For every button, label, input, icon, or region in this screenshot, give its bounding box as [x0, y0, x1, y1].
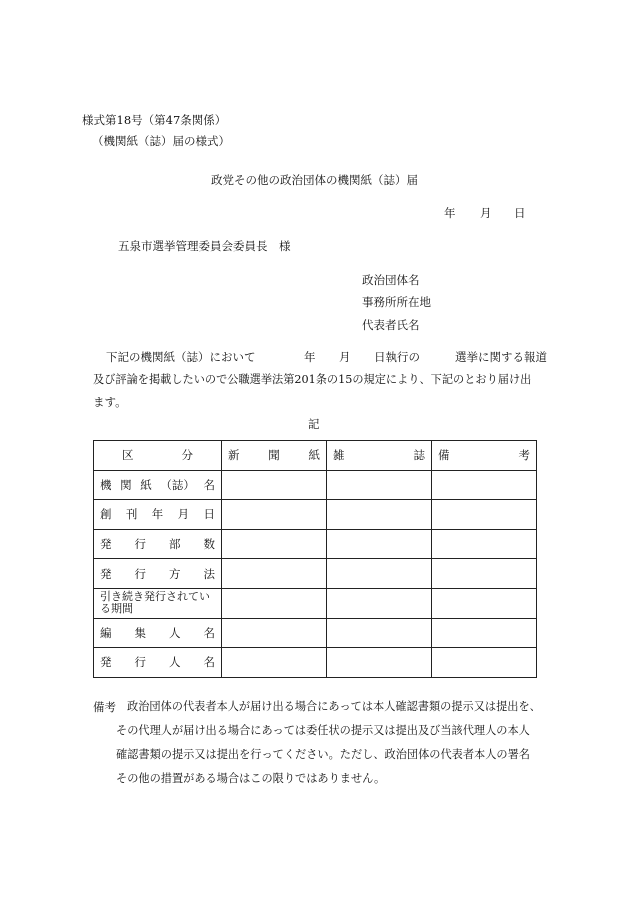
header-magazine: 雑 誌	[327, 441, 432, 471]
cell-input[interactable]	[432, 529, 537, 559]
cell-input[interactable]	[432, 559, 537, 589]
row-label-publisher-name: 発 行 人 名	[94, 648, 222, 678]
notes-line3: 確認書類の提示又は提出を行ってください。ただし、政治団体の代表者本人の署名	[116, 748, 530, 761]
date-year-label: 年	[444, 206, 456, 220]
notes-line1: 政治団体の代表者本人が届け出る場合にあっては本人確認書類の提示又は提出を、	[127, 700, 541, 713]
row-label-publishing-method: 発 行 方 法	[94, 559, 222, 589]
body-line3: ます。	[93, 395, 127, 409]
cell-input[interactable]	[327, 559, 432, 589]
body-line2: 及び評論を掲載したいので公職選挙法第201条の15の規定により、下記のとおり届け出	[93, 373, 532, 386]
table-row	[94, 559, 537, 589]
body-line1-year: 年	[304, 350, 316, 364]
registration-table	[93, 440, 537, 678]
table-row	[94, 648, 537, 678]
notes-line2: その代理人が届け出る場合にあっては委任状の提示又は提出及び当該代理人の本人	[116, 724, 530, 737]
cell-input[interactable]	[222, 559, 327, 589]
cell-input[interactable]	[222, 470, 327, 500]
header-newspaper: 新 聞 紙	[222, 441, 327, 471]
cell-input[interactable]	[432, 470, 537, 500]
row-label-editor-name: 編 集 人 名	[94, 618, 222, 648]
body-line1-day-exec: 日執行の	[374, 350, 420, 364]
table-row	[94, 500, 537, 530]
addressee: 五泉市選挙管理委員会委員長 様	[118, 239, 291, 253]
header-remarks: 備 考	[432, 441, 537, 471]
cell-input[interactable]	[432, 588, 537, 618]
date-day-label: 日	[514, 206, 526, 220]
cell-input[interactable]	[327, 500, 432, 530]
body-line1-month: 月	[339, 350, 351, 364]
cell-input[interactable]	[327, 588, 432, 618]
cell-input[interactable]	[327, 648, 432, 678]
notes-label: 備考	[93, 700, 116, 714]
representative-name-label: 代表者氏名	[362, 318, 420, 332]
cell-input[interactable]	[327, 529, 432, 559]
cell-input[interactable]	[327, 618, 432, 648]
row-label-circulation: 発 行 部 数	[94, 529, 222, 559]
body-line1-prefix: 下記の機関紙（誌）において	[106, 350, 256, 364]
ki-marker: 記	[308, 417, 320, 431]
cell-input[interactable]	[432, 648, 537, 678]
header-category: 区 分	[94, 441, 222, 471]
table-header-row	[94, 441, 537, 471]
table-row	[94, 529, 537, 559]
cell-input[interactable]	[222, 500, 327, 530]
body-line1-suffix: 選挙に関する報道	[455, 350, 547, 364]
row-label-publication-name: 機 関 紙 （誌） 名	[94, 470, 222, 500]
document-title: 政党その他の政治団体の機関紙（誌）届	[211, 173, 418, 187]
form-number: 様式第18号（第47条関係）	[82, 113, 227, 127]
office-address-label: 事務所所在地	[362, 295, 431, 309]
org-name-label: 政治団体名	[362, 273, 420, 287]
cell-input[interactable]	[327, 470, 432, 500]
table-row	[94, 618, 537, 648]
cell-input[interactable]	[222, 648, 327, 678]
row-label-continuous-period: 引き続き発行されている期間	[94, 588, 222, 618]
row-label-first-issue-date: 創 刊 年 月 日	[94, 500, 222, 530]
notes-line4: その他の措置がある場合はこの限りではありません。	[116, 772, 386, 785]
form-subtitle: （機関紙（誌）届の様式）	[92, 134, 230, 148]
cell-input[interactable]	[222, 618, 327, 648]
cell-input[interactable]	[222, 529, 327, 559]
table-row	[94, 470, 537, 500]
table-row	[94, 588, 537, 618]
date-month-label: 月	[480, 206, 492, 220]
cell-input[interactable]	[432, 618, 537, 648]
cell-input[interactable]	[432, 500, 537, 530]
cell-input[interactable]	[222, 588, 327, 618]
